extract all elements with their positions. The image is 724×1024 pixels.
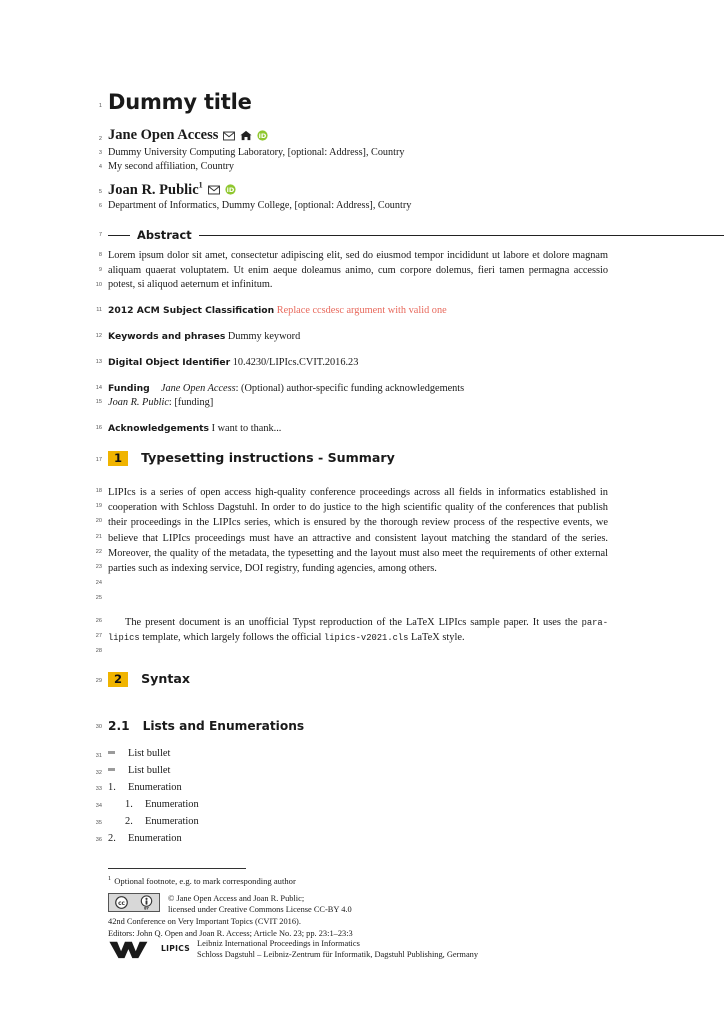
- funding-row-2: [108, 396, 608, 410]
- lipics-wordmark: LIPICS: [161, 944, 191, 954]
- line-number: 13: [95, 359, 102, 365]
- line-number: 7: [98, 232, 102, 238]
- acknowledgements-row: [108, 422, 608, 436]
- class-file-code: lipics-v2021.cls: [323, 633, 409, 644]
- line-number: 21: [95, 534, 102, 540]
- line-number: 3: [98, 150, 102, 156]
- line-number: 28: [95, 648, 102, 654]
- line-number: 8: [98, 252, 102, 258]
- section-heading-2: [108, 671, 608, 687]
- acm-value: Replace ccsdesc argument with valid one: [276, 305, 447, 316]
- keywords-value: Dummy keyword: [227, 331, 301, 342]
- line-number: 2: [98, 136, 102, 142]
- section-title: Typesetting instructions - Summary: [141, 450, 395, 465]
- section-paragraph: LIPIcs is a series of open access high-quality conference proceedings across all fields in informatics established in cooperation with Schloss Dagstuhl. In order to do justice to the high scientific quality of the conferences that publish their proceedings in the LIPIcs series, which is ensured by the thorough review process of the respective events, we believe that LIPIcs proceedings must have an attractive and consistent layout matching the standard of the series. Moreover, the quality of the metadata, the typesetting and the layout must also meet the requirements of other external parties such as indexing service, DOI registry, funding agencies, among others.: [108, 487, 608, 574]
- list-bullet-icon: [108, 765, 128, 776]
- publisher-block: [108, 938, 618, 960]
- line-number: 10: [95, 282, 102, 288]
- line-number: 34: [95, 803, 102, 809]
- cc-circle-icon: [115, 896, 128, 909]
- line-number: 5: [98, 189, 102, 195]
- publisher-line-1: Leibniz International Proceedings in Informatics: [197, 939, 360, 948]
- subsection-number: 2.1: [108, 719, 130, 733]
- conference-line: 42nd Conference on Very Important Topics (CVIT 2016).: [108, 917, 301, 927]
- line-number: 19: [95, 503, 102, 509]
- author-footnote-marker: 1: [198, 180, 203, 190]
- enumeration-marker: 2.: [108, 833, 116, 844]
- funding-author-1: Jane Open Access: [160, 383, 236, 394]
- abstract-text: Lorem ipsum dolor sit amet, consectetur adipiscing elit, sed do eiusmod tempor incididunt ut labore et dolore magnam aliquam quaerat voluptatem. Ut enim aeque doleamus animo, cum corpore dolemus, fieri tamen permagna accessio potest, si aliquod aeternum et infinitum.: [108, 250, 608, 291]
- acm-classification: [108, 304, 608, 318]
- list-bullet-icon: [108, 748, 128, 759]
- orcid-icon[interactable]: [225, 184, 236, 195]
- enumeration-item-nested: [108, 799, 625, 810]
- publisher-text: [197, 938, 478, 960]
- line-number: 36: [95, 837, 102, 843]
- funding-row-1: [108, 382, 608, 396]
- para-part-3: LaTeX style.: [408, 632, 465, 644]
- enumeration-label: Enumeration: [145, 816, 199, 827]
- subsection-heading-2-1: [108, 719, 608, 733]
- author-name: Joan R. Public: [108, 182, 199, 198]
- acm-label: 2012 ACM Subject Classification: [108, 305, 275, 316]
- enumeration-item: [108, 782, 608, 793]
- list-item-label: List bullet: [128, 748, 171, 759]
- enumeration-label: Enumeration: [128, 782, 182, 793]
- line-number: 27: [95, 633, 102, 639]
- section-paragraph-typst: [108, 615, 608, 645]
- page-title: Dummy title: [108, 90, 252, 114]
- doi-label: Digital Object Identifier: [108, 357, 231, 368]
- author-block-1: [108, 128, 608, 144]
- line-number: 25: [95, 595, 102, 601]
- line-number: 20: [95, 518, 102, 524]
- line-number: 26: [95, 618, 102, 624]
- author-block-2: [108, 181, 608, 199]
- lipics-logo-row: [108, 938, 618, 960]
- line-number: 11: [96, 307, 102, 313]
- line-number: 15: [95, 399, 102, 405]
- author-affiliation: Department of Informatics, Dummy College, [optional: Address], Country: [108, 200, 412, 211]
- svg-text:iD: iD: [226, 186, 234, 195]
- envelope-icon[interactable]: [208, 185, 220, 195]
- line-number: 22: [95, 549, 102, 555]
- keywords-label: Keywords and phrases: [108, 331, 226, 342]
- section-number: 1: [108, 451, 128, 466]
- svg-text:BY: BY: [144, 906, 149, 910]
- footnote-separator: [108, 868, 246, 869]
- line-number: 6: [98, 203, 102, 209]
- footnote-text: Optional footnote, e.g. to mark corresponding author: [114, 875, 296, 886]
- para-part-1: The present document is an unofficial Typst reproduction of the LaTeX LIPIcs sample paper. It uses the: [125, 617, 582, 628]
- cc-by-icon: [140, 895, 153, 910]
- line-number: 33: [95, 786, 102, 792]
- license-row: [108, 893, 618, 915]
- list-item-label: List bullet: [128, 765, 171, 776]
- line-number: 4: [98, 164, 102, 170]
- line-number: 14: [95, 385, 102, 391]
- author-name: Jane Open Access: [108, 127, 219, 143]
- acknowledgements-value: I want to thank...: [211, 423, 282, 434]
- keywords-row: [108, 330, 608, 344]
- footnote: [108, 875, 608, 887]
- funding-value-2: : [funding]: [168, 397, 214, 408]
- line-number: 9: [98, 267, 102, 273]
- section-title: Syntax: [141, 671, 190, 686]
- line-number: 1: [98, 103, 102, 109]
- line-number: 12: [95, 333, 102, 339]
- list-item: [108, 748, 608, 759]
- template-name-code: para-lipics: [108, 618, 608, 644]
- enumeration-marker: 1.: [108, 782, 116, 793]
- enumeration-item: [108, 833, 608, 844]
- acknowledgements-label: Acknowledgements: [108, 423, 209, 434]
- funding-author-2: Joan R. Public: [108, 397, 169, 408]
- funding-value-1: : (Optional) author-specific funding acknowledgements: [235, 383, 465, 394]
- abstract-rule-right: [199, 235, 724, 236]
- line-number: 24: [95, 580, 102, 586]
- section-heading-1: [108, 450, 608, 466]
- abstract-heading: [108, 228, 724, 242]
- list-item: [108, 765, 608, 776]
- copyright-line: © Jane Open Access and Joan R. Public;: [168, 894, 305, 903]
- license-block: [108, 893, 618, 939]
- editors-line: Editors: John Q. Open and Joan R. Access; Article No. 23; pp. 23:1–23:3: [108, 928, 353, 938]
- subsection-title: Lists and Enumerations: [142, 719, 305, 733]
- enumeration-label: Enumeration: [128, 833, 182, 844]
- home-icon[interactable]: [240, 130, 252, 141]
- line-number: 35: [95, 820, 102, 826]
- line-number: 32: [95, 770, 102, 776]
- enumeration-marker: 2.: [125, 816, 133, 827]
- line-number: 18: [95, 488, 102, 494]
- lipics-logo-icon: [108, 940, 154, 959]
- line-number: 23: [95, 564, 102, 570]
- license-line: licensed under Creative Commons License CC-BY 4.0: [168, 905, 352, 915]
- section-number: 2: [108, 672, 128, 687]
- orcid-icon[interactable]: [257, 130, 268, 141]
- author-affiliation: Dummy University Computing Laboratory, [optional: Address], Country: [108, 147, 405, 158]
- envelope-icon[interactable]: [223, 131, 235, 141]
- author-affiliation: My second affiliation, Country: [108, 161, 235, 172]
- line-number: 17: [95, 457, 102, 463]
- svg-text:cc: cc: [118, 900, 125, 907]
- doi-value[interactable]: 10.4230/LIPIcs.CVIT.2016.23: [232, 357, 359, 368]
- line-number: 29: [95, 678, 102, 684]
- abstract-title: Abstract: [137, 228, 192, 242]
- publisher-line-2: Schloss Dagstuhl – Leibniz-Zentrum für Informatik, Dagstuhl Publishing, Germany: [197, 950, 479, 960]
- svg-text:iD: iD: [259, 132, 267, 141]
- enumeration-marker: 1.: [125, 799, 133, 810]
- enumeration-label: Enumeration: [145, 799, 199, 810]
- author-name-wrap: [108, 181, 203, 199]
- funding-label: Funding: [108, 383, 150, 394]
- creative-commons-badge[interactable]: [108, 893, 160, 912]
- enumeration-item-nested: [108, 816, 625, 827]
- doi-row: [108, 356, 608, 370]
- abstract-rule-left: [108, 235, 130, 236]
- line-number: 31: [95, 753, 102, 759]
- license-text: [168, 893, 352, 915]
- line-number: 16: [95, 425, 102, 431]
- line-number: 30: [95, 724, 102, 730]
- para-part-2: template, which largely follows the official: [139, 632, 324, 644]
- footnote-marker: 1: [108, 875, 112, 882]
